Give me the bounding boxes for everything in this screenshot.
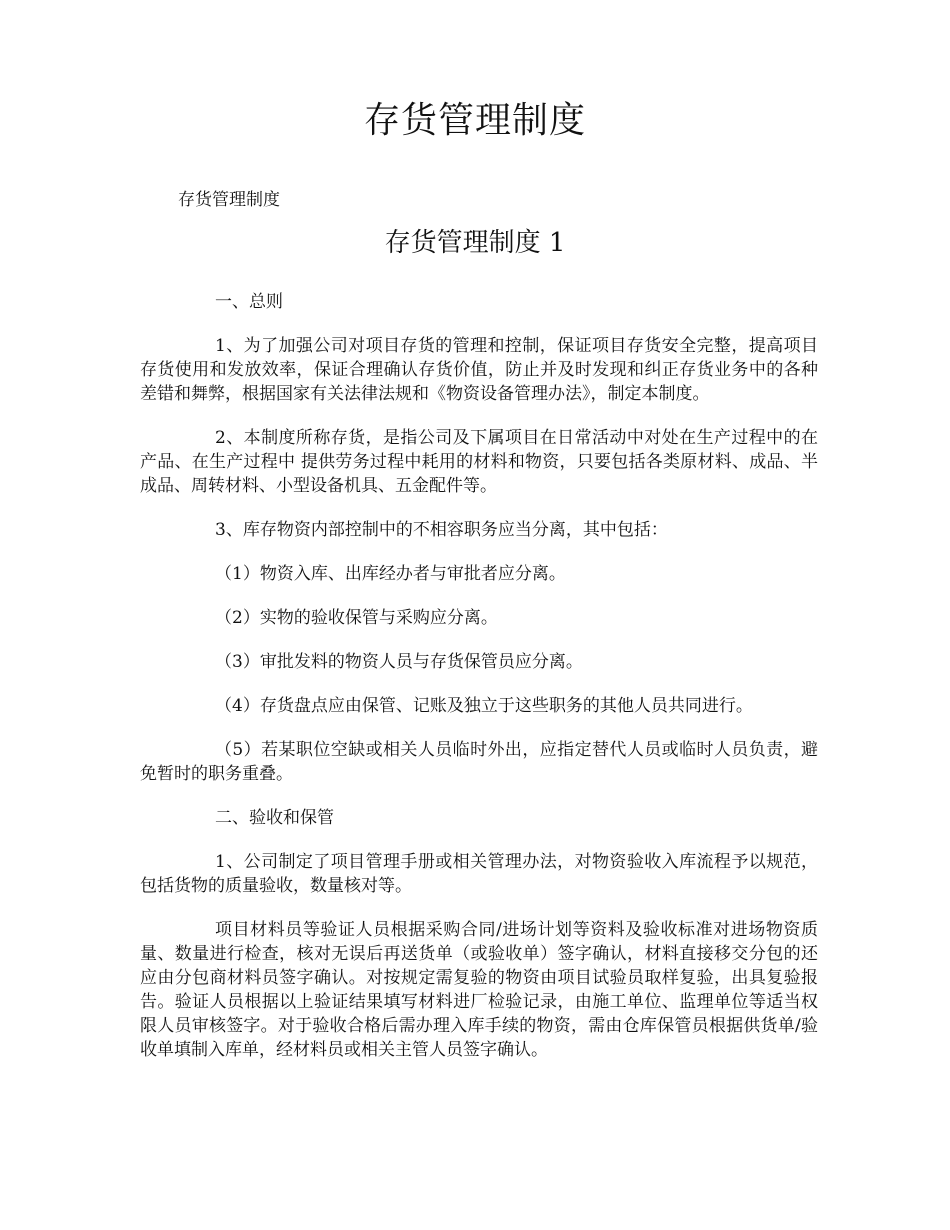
list-item: （3）审批发料的物资人员与存货保管员应分离。 xyxy=(215,652,583,672)
document-body xyxy=(140,290,818,1082)
paragraph-heading: 一、总则 xyxy=(215,292,283,312)
paragraph: 3、库存物资内部控制中的不相容职务应当分离，其中包括： xyxy=(215,520,668,540)
paragraph-heading: 二、验收和保管 xyxy=(215,808,334,828)
list-item: （4）存货盘点应由保管、记账及独立于这些职务的其他人员共同进行。 xyxy=(215,696,753,716)
paragraph: 2、本制度所称存货，是指公司及下属项目在日常活动中对处在生产过程中的在产品、在生产过程中 提供劳务过程中耗用的材料和物资，只要包括各类原材料、成品、半成品、周转材料、小型设备机具、五金配件等。 xyxy=(140,428,818,496)
list-item: （2）实物的验收保管与采购应分离。 xyxy=(215,608,498,628)
paragraph: 1、公司制定了项目管理手册或相关管理办法，对物资验收入库流程予以规范，包括货物的质量验收，数量核对等。 xyxy=(140,852,818,896)
list-item: （1）物资入库、出库经办者与审批者应分离。 xyxy=(215,564,566,584)
section-title: 存货管理制度 1 xyxy=(384,228,566,258)
paragraph: 项目材料员等验证人员根据采购合同/进场计划等资料及验收标准对进场物资质量、数量进行检查，核对无误后再送货单（或验收单）签字确认，材料直接移交分包的还应由分包商材料员签字确认。对按规定需复验的物资由项目试验员取样复验，出具复验报告。验证人员根据以上验证结果填写材料进厂检验记录，由施工单位、监理单位等适当权限人员审核签字。对于验收合格后需办理入库手续的物资，需由仓库保管员根据供货单/验收单填制入库单，经材料员或相关主管人员签字确认。 xyxy=(140,920,818,1060)
document-subtitle: 存货管理制度 xyxy=(178,190,280,210)
list-item: （5）若某职位空缺或相关人员临时外出，应指定替代人员或临时人员负责，避免暂时的职务重叠。 xyxy=(140,740,818,784)
document-title: 存货管理制度 xyxy=(363,100,586,141)
paragraph: 1、为了加强公司对项目存货的管理和控制，保证项目存货安全完整，提高项目存货使用和发放效率，保证合理确认存货价值，防止并及时发现和纠正存货业务中的各种差错和舞弊，根据国家有关法律法规和《物资设备管理办法》，制定本制度。 xyxy=(140,336,818,404)
